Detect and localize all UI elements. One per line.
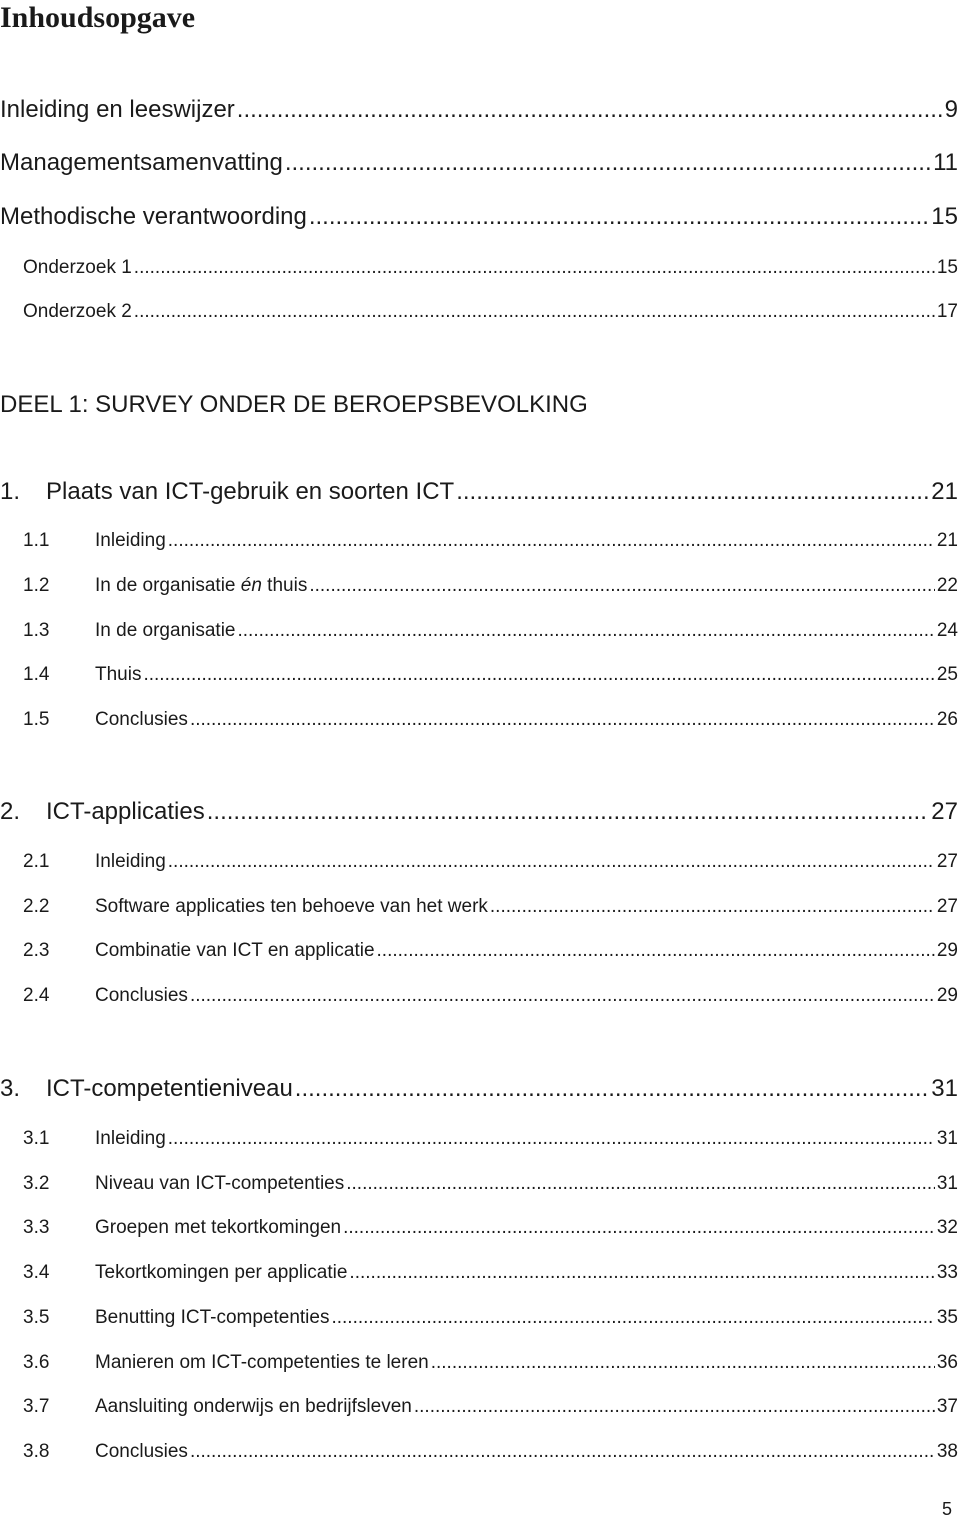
toc-label: Inleiding bbox=[95, 851, 166, 872]
toc-leader bbox=[143, 663, 934, 687]
toc-leader bbox=[349, 1261, 934, 1285]
toc-entry[interactable] bbox=[0, 939, 960, 963]
toc-entry[interactable] bbox=[0, 1216, 960, 1240]
toc-entry[interactable] bbox=[0, 984, 960, 1008]
toc-page: 26 bbox=[936, 709, 958, 730]
toc-entry[interactable] bbox=[0, 256, 960, 280]
section-number: 2.2 bbox=[23, 896, 50, 917]
toc-leader bbox=[346, 1172, 935, 1196]
toc-entry[interactable] bbox=[0, 1395, 960, 1419]
toc-entry[interactable] bbox=[0, 1261, 960, 1285]
section-number: 2.3 bbox=[23, 940, 50, 961]
toc-label: Onderzoek 1 bbox=[23, 257, 132, 278]
page-title: Inhoudsopgave bbox=[0, 1, 196, 34]
toc-leader bbox=[190, 708, 935, 732]
chapter-number: 2. bbox=[0, 798, 21, 825]
toc-page: 21 bbox=[931, 478, 958, 505]
toc-entry[interactable] bbox=[0, 574, 960, 598]
toc-page: 29 bbox=[936, 940, 958, 961]
chapter-number: 1. bbox=[0, 478, 21, 505]
toc-leader bbox=[377, 939, 935, 963]
section-number: 3.1 bbox=[23, 1128, 50, 1149]
chapter-number: 3. bbox=[0, 1075, 21, 1102]
toc-page: 21 bbox=[936, 530, 958, 551]
toc-leader bbox=[285, 148, 931, 178]
toc-entry[interactable] bbox=[0, 619, 960, 643]
toc-leader bbox=[414, 1395, 935, 1419]
toc-leader bbox=[309, 202, 929, 232]
toc-entry[interactable] bbox=[0, 708, 960, 732]
toc-label: Inleiding en leeswijzer bbox=[0, 96, 235, 123]
toc-label: Benutting ICT-competenties bbox=[95, 1307, 330, 1328]
chapter-label: ICT-applicaties bbox=[46, 798, 205, 825]
toc-entry[interactable] bbox=[0, 850, 960, 874]
toc-label: Niveau van ICT-competenties bbox=[95, 1173, 345, 1194]
toc-label: In de organisatie bbox=[95, 620, 236, 641]
toc-entry[interactable] bbox=[0, 1351, 960, 1375]
toc-page: 17 bbox=[936, 301, 958, 322]
toc-page: 38 bbox=[936, 1441, 958, 1462]
toc-label: Inleiding bbox=[95, 530, 166, 551]
toc-page: 15 bbox=[936, 257, 958, 278]
toc-entry[interactable] bbox=[0, 1127, 960, 1151]
toc-label: Thuis bbox=[95, 664, 142, 685]
toc-page: 36 bbox=[936, 1352, 958, 1373]
toc-leader bbox=[343, 1216, 935, 1240]
toc-entry[interactable] bbox=[0, 1440, 960, 1464]
toc-entry[interactable] bbox=[0, 202, 960, 232]
toc-label: Managementsamenvatting bbox=[0, 149, 283, 176]
toc-leader bbox=[134, 300, 935, 324]
toc-leader bbox=[134, 256, 935, 280]
toc-page: 31 bbox=[936, 1128, 958, 1149]
section-number: 1.4 bbox=[23, 664, 50, 685]
section-number: 1.2 bbox=[23, 575, 50, 596]
toc-chapter[interactable] bbox=[0, 477, 960, 507]
toc-page: 15 bbox=[931, 203, 958, 230]
toc-leader bbox=[168, 850, 935, 874]
toc-entry[interactable] bbox=[0, 529, 960, 553]
toc-label: Conclusies bbox=[95, 709, 188, 730]
toc-page: 31 bbox=[931, 1075, 958, 1102]
toc-label: Onderzoek 2 bbox=[23, 301, 132, 322]
toc-page: 27 bbox=[936, 851, 958, 872]
section-number: 3.3 bbox=[23, 1217, 50, 1238]
toc-entry[interactable] bbox=[0, 95, 960, 125]
toc-label: Conclusies bbox=[95, 1441, 188, 1462]
toc-leader bbox=[295, 1074, 930, 1104]
toc-page: 33 bbox=[936, 1262, 958, 1283]
section-number: 1.1 bbox=[23, 530, 50, 551]
toc-page: 37 bbox=[936, 1396, 958, 1417]
toc-entry[interactable] bbox=[0, 1306, 960, 1330]
toc-leader bbox=[431, 1351, 935, 1375]
toc-label: Manieren om ICT-competenties te leren bbox=[95, 1352, 429, 1373]
section-number: 1.5 bbox=[23, 709, 50, 730]
toc-label: Combinatie van ICT en applicatie bbox=[95, 940, 375, 961]
toc-chapter[interactable] bbox=[0, 797, 960, 827]
toc-label: thuis bbox=[261, 575, 308, 596]
toc-page: 35 bbox=[936, 1307, 958, 1328]
toc-label: Methodische verantwoording bbox=[0, 203, 307, 230]
section-number: 2.1 bbox=[23, 851, 50, 872]
toc-page: 27 bbox=[936, 896, 958, 917]
toc-page: 22 bbox=[936, 575, 958, 596]
toc-leader bbox=[190, 984, 935, 1008]
toc-leader bbox=[490, 895, 935, 919]
toc-leader bbox=[237, 95, 943, 125]
toc-label: Tekortkomingen per applicatie bbox=[95, 1262, 348, 1283]
toc-page: 27 bbox=[931, 798, 958, 825]
part-heading: DEEL 1: SURVEY ONDER DE BEROEPSBEVOLKING bbox=[0, 391, 588, 418]
section-number: 1.3 bbox=[23, 620, 50, 641]
section-number: 3.7 bbox=[23, 1396, 50, 1417]
section-number: 3.4 bbox=[23, 1262, 50, 1283]
toc-entry[interactable] bbox=[0, 1172, 960, 1196]
toc-page: 31 bbox=[936, 1173, 958, 1194]
toc-leader bbox=[168, 1127, 935, 1151]
toc-entry[interactable] bbox=[0, 895, 960, 919]
toc-page: 25 bbox=[936, 664, 958, 685]
toc-leader bbox=[190, 1440, 935, 1464]
section-number: 3.6 bbox=[23, 1352, 50, 1373]
toc-page: 32 bbox=[936, 1217, 958, 1238]
toc-entry[interactable] bbox=[0, 148, 960, 178]
section-number: 3.2 bbox=[23, 1173, 50, 1194]
section-number: 3.8 bbox=[23, 1441, 50, 1462]
toc-label: Conclusies bbox=[95, 985, 188, 1006]
chapter-label: Plaats van ICT-gebruik en soorten ICT bbox=[46, 478, 455, 505]
toc-chapter[interactable] bbox=[0, 1074, 960, 1104]
toc-page: 9 bbox=[944, 96, 958, 123]
toc-entry[interactable] bbox=[0, 300, 960, 324]
toc-label: Aansluiting onderwijs en bedrijfsleven bbox=[95, 1396, 412, 1417]
toc-leader bbox=[238, 619, 935, 643]
chapter-label: ICT-competentieniveau bbox=[46, 1075, 293, 1102]
toc-entry[interactable] bbox=[0, 663, 960, 687]
page-number: 5 bbox=[941, 1499, 952, 1519]
toc-leader bbox=[207, 797, 930, 827]
toc-label: In de organisatie bbox=[95, 575, 241, 596]
toc-label: Groepen met tekortkomingen bbox=[95, 1217, 342, 1238]
toc-page: 24 bbox=[936, 620, 958, 641]
toc-label: Software applicaties ten behoeve van het werk bbox=[95, 896, 488, 917]
section-number: 3.5 bbox=[23, 1307, 50, 1328]
toc-label-emphasis: én bbox=[240, 575, 262, 596]
toc-leader bbox=[309, 574, 935, 598]
toc-page: 11 bbox=[933, 149, 958, 176]
section-number: 2.4 bbox=[23, 985, 50, 1006]
toc-leader bbox=[456, 477, 929, 507]
toc-leader bbox=[331, 1306, 934, 1330]
toc-label: Inleiding bbox=[95, 1128, 166, 1149]
toc-leader bbox=[168, 529, 935, 553]
toc-page: 29 bbox=[936, 985, 958, 1006]
